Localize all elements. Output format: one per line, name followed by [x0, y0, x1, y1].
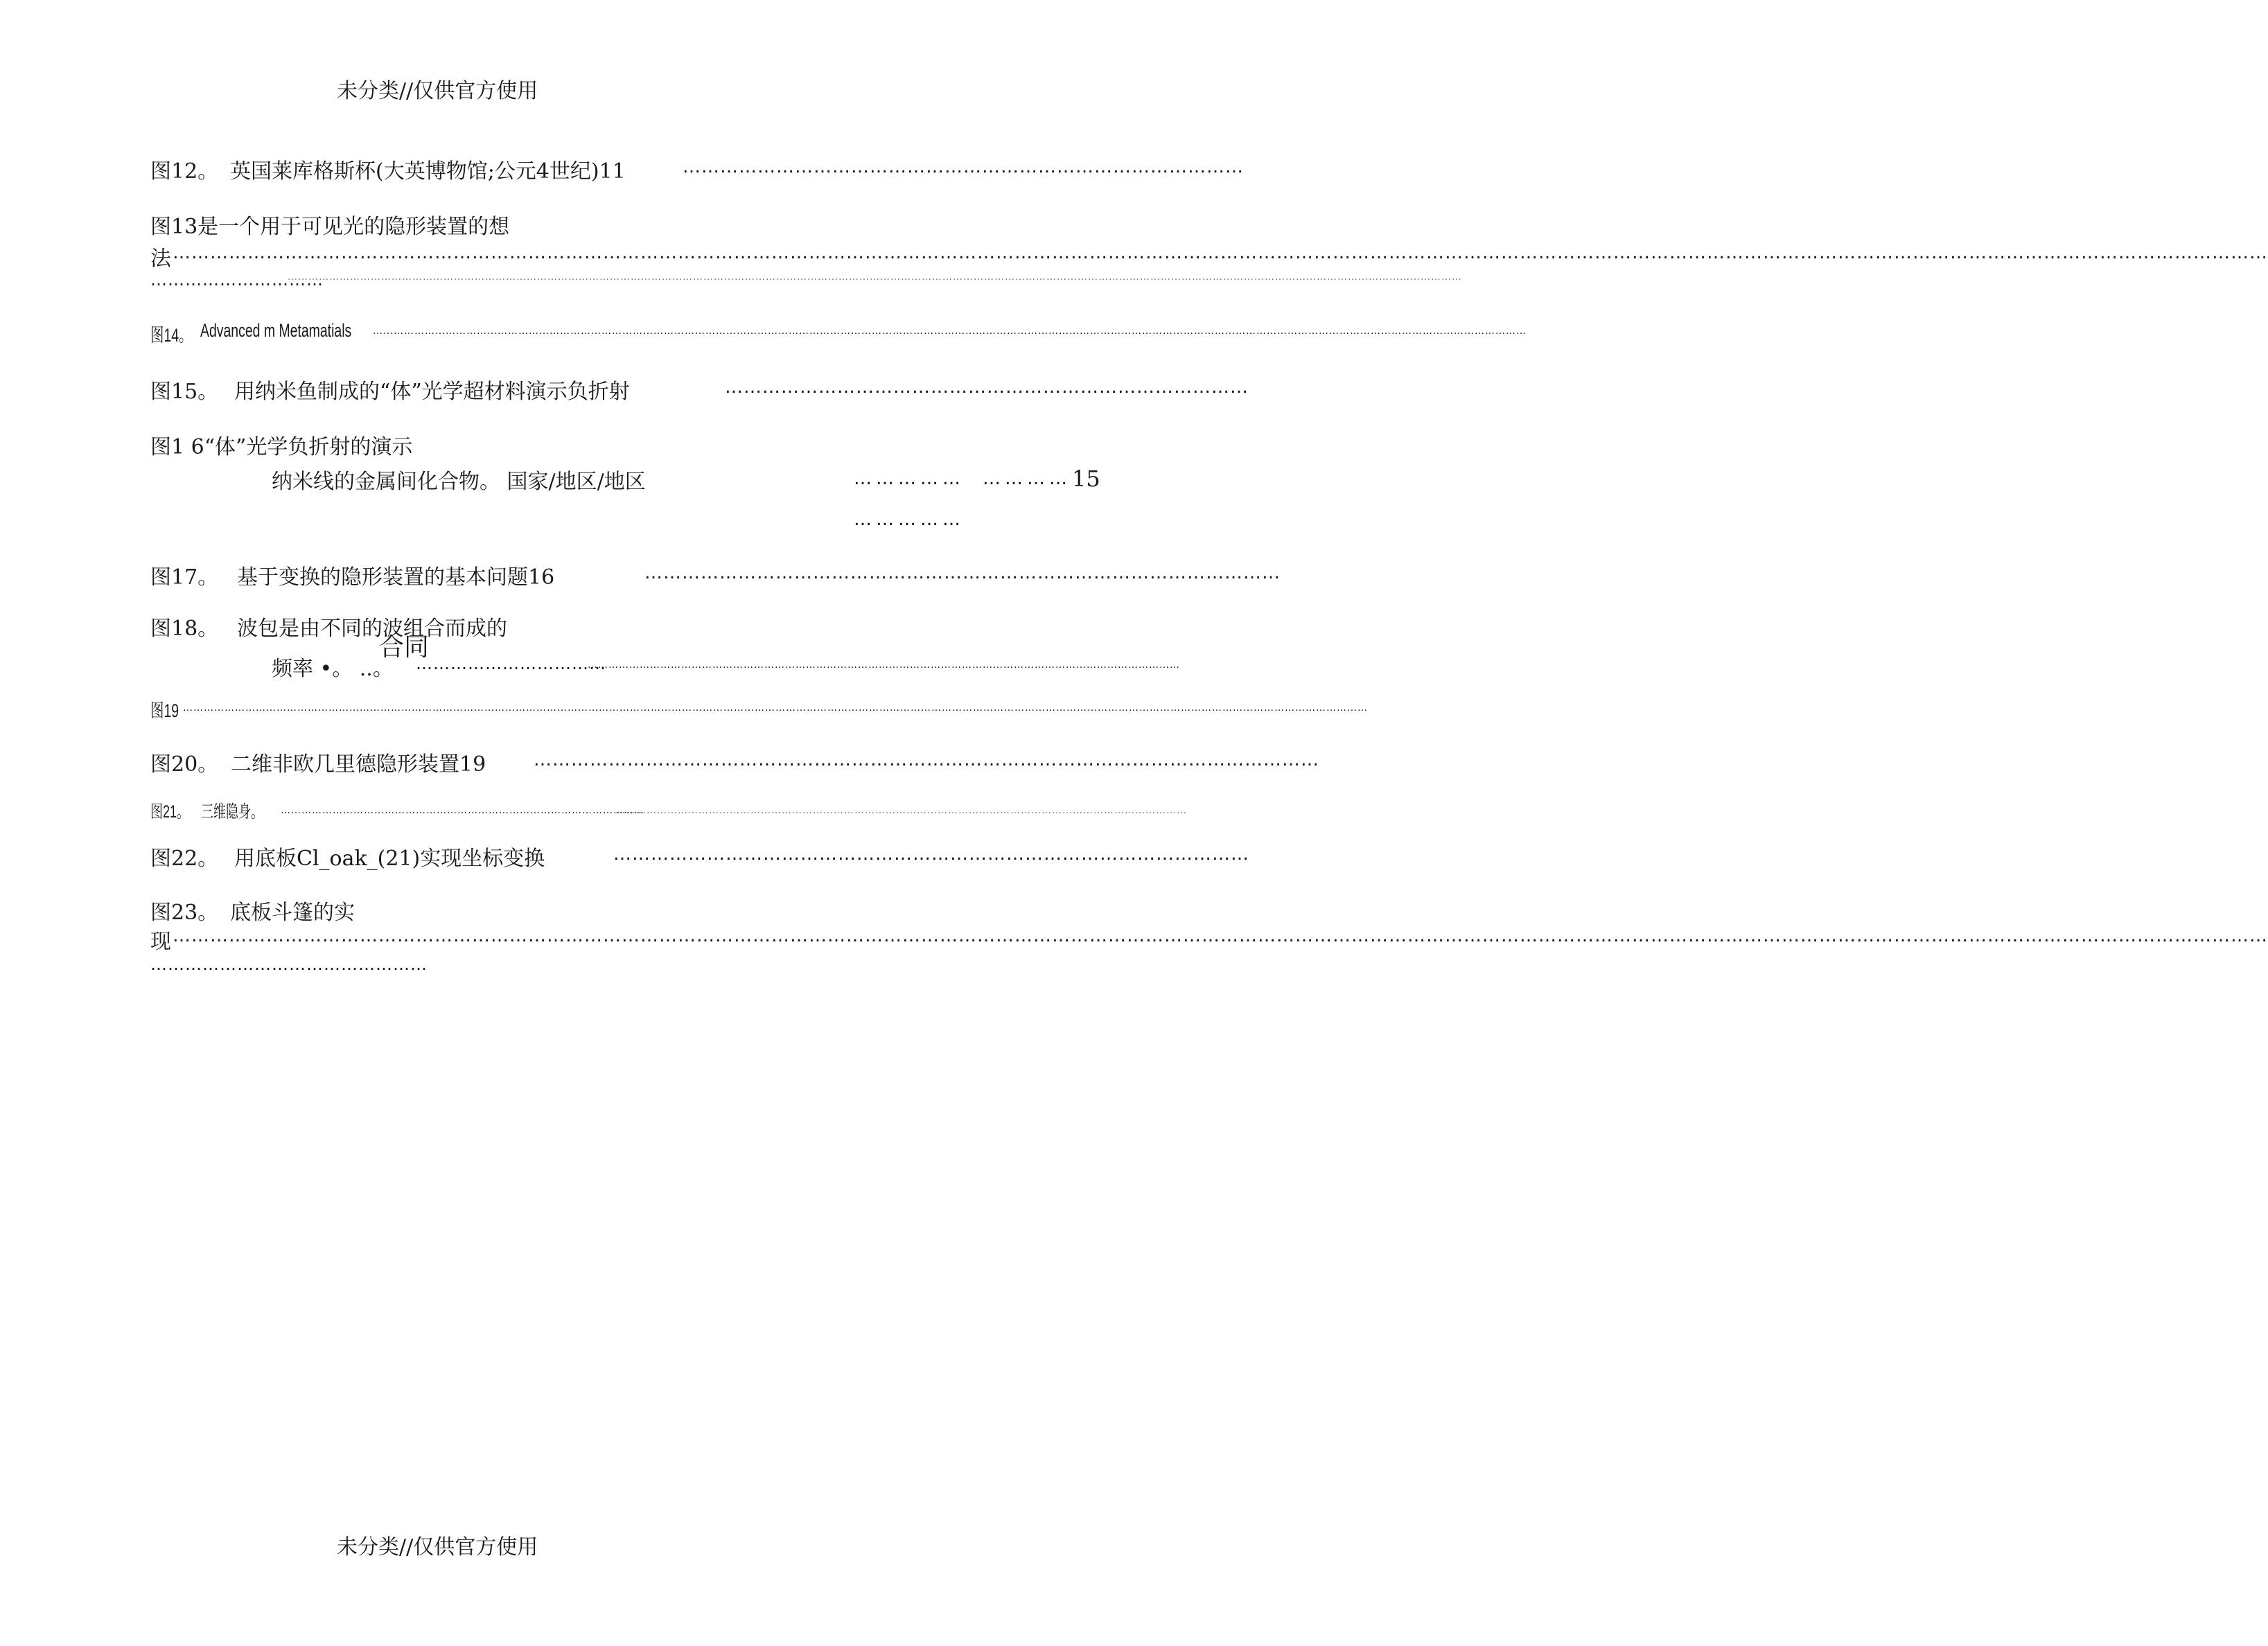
figure-label-17: 图17。 [150, 565, 219, 590]
dot-leader: ………… [983, 468, 1071, 489]
figure-title-12: 英国莱库格斯杯(大英博物馆;公元4世纪)11 [230, 159, 626, 184]
dot-leader: ………………………………………… [150, 955, 428, 974]
figure-label-21: 图21。 [150, 802, 190, 822]
dot-leader: ………………………… [150, 270, 324, 290]
dot-leader: …………………………………………………………………………………………………………………………………………………………………………………………………………………………………………………………………………………………………………… [288, 272, 1462, 283]
figure-label-18: 图18。 [150, 617, 219, 641]
figure-title-13-continued: 法 [150, 247, 171, 271]
figure-title-23-continued: 现 [150, 930, 171, 954]
dot-leader: ………………………………………………………………………………………… [613, 844, 1249, 865]
figure-title-16: 图1 6“体”光学负折射的演示 [150, 435, 413, 459]
dot-leader: …………………………… [416, 654, 606, 673]
page-header: 未分类//仅供官方使用 [337, 79, 538, 103]
figure-title-18-continued: 频率 •。 ..。 [272, 657, 394, 681]
dot-leader: ………………………………………………………………………………………………………………………………………………… [615, 805, 1187, 816]
figure-label-12: 图12。 [150, 159, 219, 184]
dot-leader: ………………………………………………………………………………………………………………………………………………………………………………………………………………………………………………………………………………………………………… [173, 242, 2268, 263]
dot-leader: ………………………………………………………………………………………………………………………………………………………………………………………………………………………………………………………………………………………………………… [173, 926, 2268, 946]
dot-leader: ………………………………………………………………………… [725, 377, 1249, 398]
figure-label-23: 图23。 [150, 901, 219, 925]
dot-leader: ………………………………………………………………………………………… [644, 563, 1281, 583]
figure-title-23: 底板斗篷的实 [230, 901, 355, 925]
dot-leader: ……………………………………………………………………………………………………………………………………………………………………………………………………………………………………………………………………………………………………………… [183, 702, 1368, 714]
figure-label-14: 图14。 [150, 325, 193, 346]
figure-label-20: 图20。 [150, 752, 219, 777]
figure-title-22: 用底板Cl_oak_(21)实现坐标变换 [234, 847, 545, 871]
dot-leader: …………… [854, 468, 965, 489]
figure-title-14: Advanced m Metamatials [200, 320, 352, 341]
dot-leader: ……………………………………………………………………………………………………………………………………………………………………………………………………………………………………………………………………………………………………… [373, 326, 1527, 337]
page-number-16: 15 [1072, 466, 1100, 492]
figure-label-19: 图19 [150, 700, 179, 721]
dot-leader: …………… [854, 509, 965, 530]
dot-leader: …………………………………………………………………………………………… [281, 805, 644, 816]
figure-label-22: 图22。 [150, 847, 219, 871]
overlay-text: 合同 [379, 633, 430, 662]
figure-title-21: 三维隐身。 [201, 802, 264, 822]
figure-title-20: 二维非欧几里德隐形装置19 [231, 752, 486, 777]
figure-title-16-continued: 纳米线的金属间化合物。 国家/地区/地区 [272, 470, 646, 494]
figure-title-15: 用纳米鱼制成的“体”光学超材料演示负折射 [234, 380, 630, 404]
dot-leader: ……………………………………………………………………………………………………………… [534, 750, 1319, 770]
figure-title-13: 图13是一个用于可见光的隐形装置的想 [150, 215, 510, 239]
page-footer: 未分类//仅供官方使用 [337, 1535, 538, 1559]
dot-leader: ……………………………………………………………………………… [683, 157, 1244, 177]
figure-title-18: 波包是由不同的波组合而成的 [237, 617, 507, 641]
figure-title-17: 基于变换的隐形装置的基本问题16 [237, 565, 555, 590]
dot-leader: ……………………………………………………………………………………………………………………………………………………… [588, 660, 1180, 671]
figure-label-15: 图15。 [150, 380, 219, 404]
